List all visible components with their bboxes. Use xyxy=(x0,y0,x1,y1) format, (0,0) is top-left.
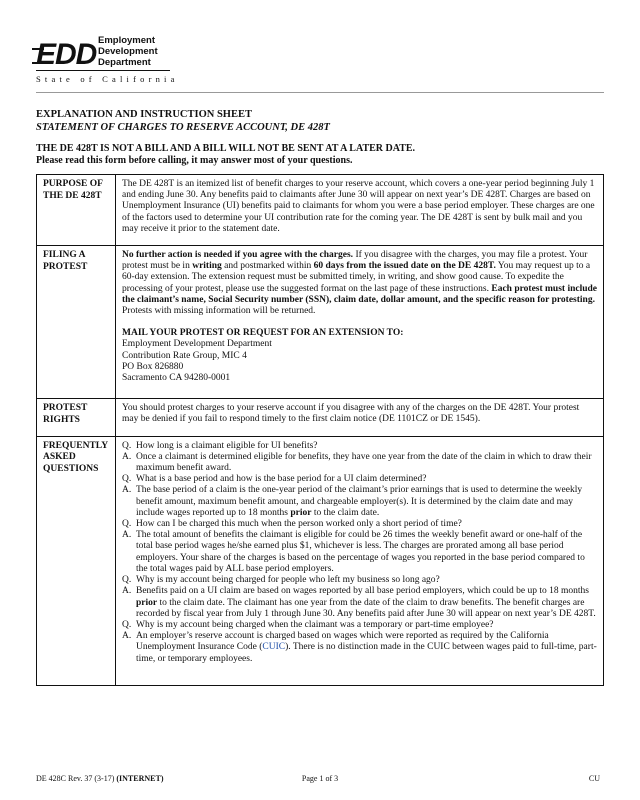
faq-answer: A. The base period of a claim is the one-year period of the claimant’s prior earnings that is used to determine the weekly benefit amount, maximum benefit amount, and chargeable employer(s). It is determined by the claim date and may include wages reported up to 18 months prior to the claim date. xyxy=(122,485,583,518)
faq-question: Q. What is a base period and how is the base period for a UI claim determined? xyxy=(122,474,427,485)
faq-question: Q. How long is a claimant eligible for UI benefits? xyxy=(122,440,318,451)
faq-label: FREQUENTLY ASKED QUESTIONS xyxy=(37,436,116,685)
rights-label: PROTEST RIGHTS xyxy=(37,399,116,436)
faq-question: Q. Why is my account being charged when the claimant was a temporary or part-time employee? xyxy=(122,619,494,630)
filing-body xyxy=(116,246,604,399)
address-line-1: Employment Development Department xyxy=(122,339,272,350)
read-before-calling-note: Please read this form before calling, it may answer most of your questions. xyxy=(36,155,353,166)
faq-answer: A. Once a claimant is determined eligible for benefits, they have one year from the date of the claim in which to draw their maximum benefit award. xyxy=(122,451,592,474)
rights-body xyxy=(116,399,604,436)
page-title: EXPLANATION AND INSTRUCTION SHEET xyxy=(36,109,252,120)
address-line-4: Sacramento CA 94280-0001 xyxy=(122,373,231,384)
mail-heading: MAIL YOUR PROTEST OR REQUEST FOR AN EXTENSION TO: xyxy=(122,328,404,339)
section-filing xyxy=(37,246,604,399)
section-protest-rights xyxy=(37,399,604,436)
section-faq xyxy=(37,436,604,685)
page-subtitle: STATEMENT OF CHARGES TO RESERVE ACCOUNT, DE 428T xyxy=(36,122,330,133)
logo-state: State of California xyxy=(36,74,179,84)
logo-mark: EDD xyxy=(36,40,96,70)
logo-line-1: Employment xyxy=(98,35,156,46)
rights-text: You should protest charges to your reserve account if you disagree with any of the charges on the DE 428T. Your protest may be denied if you fail to respond timely to the first claim notice (DE 1101CZ or DE 1545). xyxy=(122,403,580,425)
logo-divider xyxy=(36,70,170,71)
purpose-label: PURPOSE OF THE DE 428T xyxy=(37,175,116,246)
purpose-text: The DE 428T is an itemized list of benefit charges to your reserve account, which covers a one-year period beginning July 1 and ending June 30. Any benefits paid to claimants after June 30 will appear on next year’s DE 428T. Charges are based on Unemployment Insurance (UI) benefits paid to claimants for whom you were a base period employer. These charges are one of the factors used to determine your UI contribution rate for the coming year. The DE 428T is sent by bulk mail and you may receive it prior to the statement date. xyxy=(122,179,595,234)
faq-answer: A. The total amount of benefits the claimant is eligible for could be 26 times the weekly benefit award or one-half of the total base period wages he/she earned plus $1, whichever is less. The charges are prorated among all base period employers. Your share of the charges is based on the percentage of wages you reported in the base period compared to the total wages paid by ALL base period employers. xyxy=(122,530,585,574)
filing-text: No further action is needed if you agree with the charges. If you disagree with the charges, you may file a protest. Your protest must be in writing and postmarked within 60 days from the issued date on the DE 428T. You may request up to a 60-day extension. The extension request must be submitted timely, in writing, and show good cause. To expedite the processing of your protest, please use the suggested format on the last page of these instructions. Each protest must include the claimant’s name, Social Security number (SSN), claim date, dollar amount, and the specific reason for protesting. Protests with missing information will be returned. xyxy=(122,250,598,317)
section-purpose xyxy=(37,175,604,246)
form-code: CU xyxy=(588,774,600,783)
logo-department-name xyxy=(98,35,158,68)
address-line-3: PO Box 826880 xyxy=(122,361,184,372)
faq-answer: A. An employer’s reserve account is charged based on wages which were reported as required by the California Unemployment Insurance Code (CUIC). There is no distinction made in the CUIC between wages paid to full-time, part-time, or temporary employees. xyxy=(122,631,597,664)
page-number: Page 1 of 3 xyxy=(301,774,339,783)
instruction-table xyxy=(36,174,604,686)
cuic-link[interactable]: CUIC xyxy=(262,642,286,653)
faq-body xyxy=(116,436,604,685)
faq-question: Q. Why is my account being charged for people who left my business so long ago? xyxy=(122,575,440,586)
form-id: DE 428C Rev. 37 (3-17) (INTERNET) xyxy=(36,774,164,783)
faq-question: Q. How can I be charged this much when the person worked only a short period of time? xyxy=(122,519,462,530)
address-line-2: Contribution Rate Group, MIC 4 xyxy=(122,350,247,361)
not-a-bill-warning: THE DE 428T IS NOT A BILL AND A BILL WILL NOT BE SENT AT A LATER DATE. xyxy=(36,143,416,154)
edd-logo xyxy=(36,34,196,84)
filing-label: FILING A PROTEST xyxy=(37,246,116,399)
faq-answer: A. Benefits paid on a UI claim are based on wages reported by all base period employers, which could be up to 18 months prior to the claim date. The claimant has one year from the date of the claim to draw benefits. The benefit charges are recorded by fiscal year from July 1 through June 30. Any benefits paid after June 30 will appear on next year’s DE 428T. xyxy=(122,586,596,619)
purpose-body xyxy=(116,175,604,246)
logo-line-3: Department xyxy=(98,57,151,68)
header-rule xyxy=(36,92,604,93)
logo-line-2: Development xyxy=(98,46,158,57)
